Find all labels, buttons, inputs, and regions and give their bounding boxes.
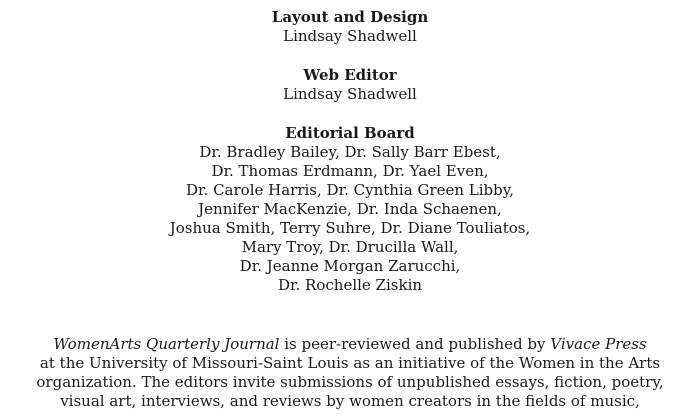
editorial-board-line: Dr. Rochelle Ziskin <box>277 276 423 294</box>
editorial-board-section <box>0 124 700 295</box>
editorial-board-line: Dr. Carole Harris, Dr. Cynthia Green Libby, <box>186 181 514 199</box>
section-heading-layout-design: Layout and Design <box>271 8 429 26</box>
description-line-1 <box>0 335 700 354</box>
layout-design-section <box>0 8 700 46</box>
editorial-board-line: Mary Troy, Dr. Drucilla Wall, <box>241 238 459 256</box>
section-heading-web-editor: Web Editor <box>303 66 397 84</box>
editorial-board-line: Dr. Thomas Erdmann, Dr. Yael Even, <box>211 162 489 180</box>
web-editor-section <box>0 66 700 104</box>
description-line-2: at the University of Missouri-Saint Louis as an initiative of the Women in the Arts <box>39 354 661 372</box>
journal-description <box>0 335 700 411</box>
editorial-board-line: Dr. Jeanne Morgan Zarucchi, <box>239 257 461 275</box>
editorial-board-line: Jennifer MacKenzie, Dr. Inda Schaenen, <box>198 200 502 218</box>
description-line-3: organization. The editors invite submissions of unpublished essays, fiction, poetry, <box>36 373 664 391</box>
description-text-1: is peer-reviewed and published by <box>279 335 551 353</box>
editorial-board-line: Dr. Bradley Bailey, Dr. Sally Barr Ebest, <box>199 143 501 161</box>
journal-name: WomenArts Quarterly Journal <box>53 335 280 353</box>
section-heading-editorial-board: Editorial Board <box>285 124 415 142</box>
editorial-board-line: Joshua Smith, Terry Suhre, Dr. Diane Touliatos, <box>169 219 531 237</box>
layout-design-name: Lindsay Shadwell <box>283 27 417 45</box>
description-line-4: visual art, interviews, and reviews by women creators in the fields of music, <box>60 392 640 410</box>
web-editor-name: Lindsay Shadwell <box>283 85 417 103</box>
press-name: Vivace Press <box>550 335 647 353</box>
